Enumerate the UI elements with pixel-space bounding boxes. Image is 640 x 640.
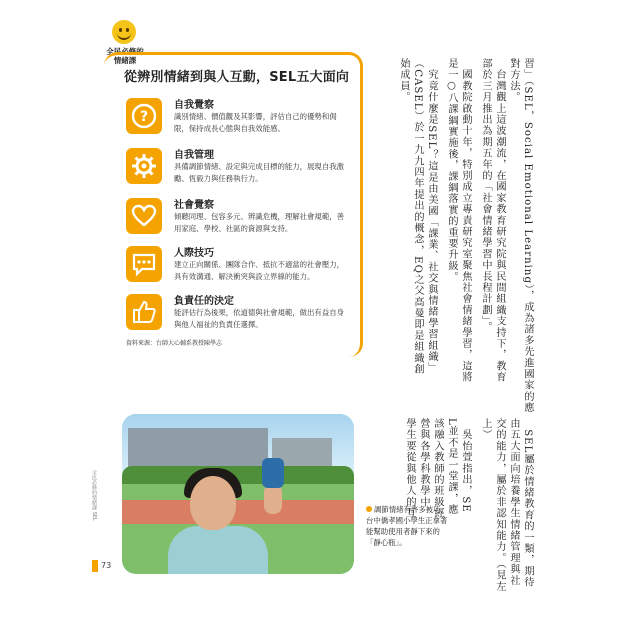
text-top-col-9: 始成員。	[398, 58, 409, 103]
running-side-text: 全民必修的情緒課 SEL	[91, 470, 97, 521]
item-title: 人際技巧	[174, 248, 214, 259]
text-top-col-5: 國教院啟動十年，特別成立專責研究室聚焦社會情緒學習，這將	[460, 58, 471, 383]
text-top-col-7: 究竟什麼是SEL？這是由美國「課業、社交與情緒學習組織」	[426, 58, 437, 374]
bullet-icon	[366, 506, 372, 512]
sel-item-self-management	[126, 146, 356, 192]
thumbs-up-icon	[126, 294, 162, 330]
sel-item-interpersonal-skills	[126, 244, 356, 290]
source-note: 資料來源：台師大心輔系教授陳學志	[126, 340, 223, 347]
item-desc: 傾聽同理、包容多元、辨識危機，理解社會規範，善用家庭、學校、社區的資源與支持。	[174, 212, 344, 233]
sel-item-responsible-decision	[126, 292, 356, 338]
caption-text: 調節情緒有許多技巧，台中僑孝國小學生正拿著能幫助使用者靜下來的「靜心瓶」。	[366, 505, 448, 547]
text-bottom-col-3: 交的能力，屬於非認知能力。（見左	[494, 418, 505, 593]
item-desc: 具備調節情緒、設定與完成目標的能力，展現自我激勵、恆毅力與任務執行力。	[174, 162, 344, 183]
item-desc: 識別情緒、價值觀及其影響，評估自己的優勢和侷限，保持成長心態與自我效能感。	[174, 112, 337, 133]
text-bottom-col-6: L並不是一堂課，應	[446, 418, 457, 516]
item-title: 社會覺察	[174, 200, 214, 211]
svg-text:?: ?	[139, 109, 149, 125]
page-number-marker	[92, 560, 98, 572]
calm-jar	[262, 458, 284, 488]
logo-line2: 情緒課	[113, 56, 137, 65]
item-title: 負責任的決定	[174, 296, 234, 307]
text-top-col-8: （CASEL）於一九九四年提出的概念，EQ之父高曼即是組織創	[412, 58, 423, 375]
photo-caption	[366, 504, 452, 548]
item-desc: 能評估行為後果，依道德與社會規範，做出有益自身與他人福祉的負責任選擇。	[174, 308, 344, 329]
text-bottom-col-2: 由五大面向培養學生情緒管理與社	[508, 418, 519, 586]
chat-icon	[126, 246, 162, 282]
smiley-icon	[112, 20, 136, 44]
photo-girl-with-calm-jar	[122, 414, 354, 574]
text-bottom-col-8: 營與各學科教學中，	[418, 418, 429, 519]
logo-line1: 全民必修的	[106, 47, 144, 56]
text-bottom-col-9: 學生要從與他人的互	[404, 418, 415, 519]
item-title: 自我覺察	[174, 100, 214, 111]
gear-icon	[126, 148, 162, 184]
text-top-col-3: 台灣觀上這波潮流，在國家教育研究院與民間組織支持下，教育	[494, 58, 505, 383]
text-top-col-2: 對方法。	[508, 58, 519, 103]
text-bottom-col-5: 吳怡萱指出，SE	[460, 418, 471, 513]
heart-icon	[126, 198, 162, 234]
text-top-col-6: 是一○八課綱實施後，課綱落實的重要升級。	[446, 58, 457, 283]
text-bottom-col-7: 該融入教師的班級經	[432, 418, 443, 519]
question-icon	[126, 98, 162, 134]
page-number: 73	[101, 561, 112, 570]
sel-item-social-awareness	[126, 196, 356, 242]
text-bottom-col-1: SEL屬於情緒教育的一類，期待	[522, 418, 533, 588]
text-top-col-1: 習」（SEL，Social Emotional Learning），成為諸多先進國家的應	[522, 58, 533, 414]
sel-item-self-awareness	[126, 96, 356, 142]
card-title: 從辨別情緒到與人互動，SEL五大面向	[124, 70, 350, 85]
text-top-col-4: 部於三月推出為期五年的「社會情緒學習中長程計劃」。	[480, 58, 491, 333]
item-desc: 建立正向關係、團隊合作、抵抗不適當的社會壓力，具有效溝通、解決衝突與設立界線的能力。	[174, 260, 344, 281]
item-title: 自我管理	[174, 150, 214, 161]
text-bottom-col-4: 上）	[480, 418, 491, 441]
